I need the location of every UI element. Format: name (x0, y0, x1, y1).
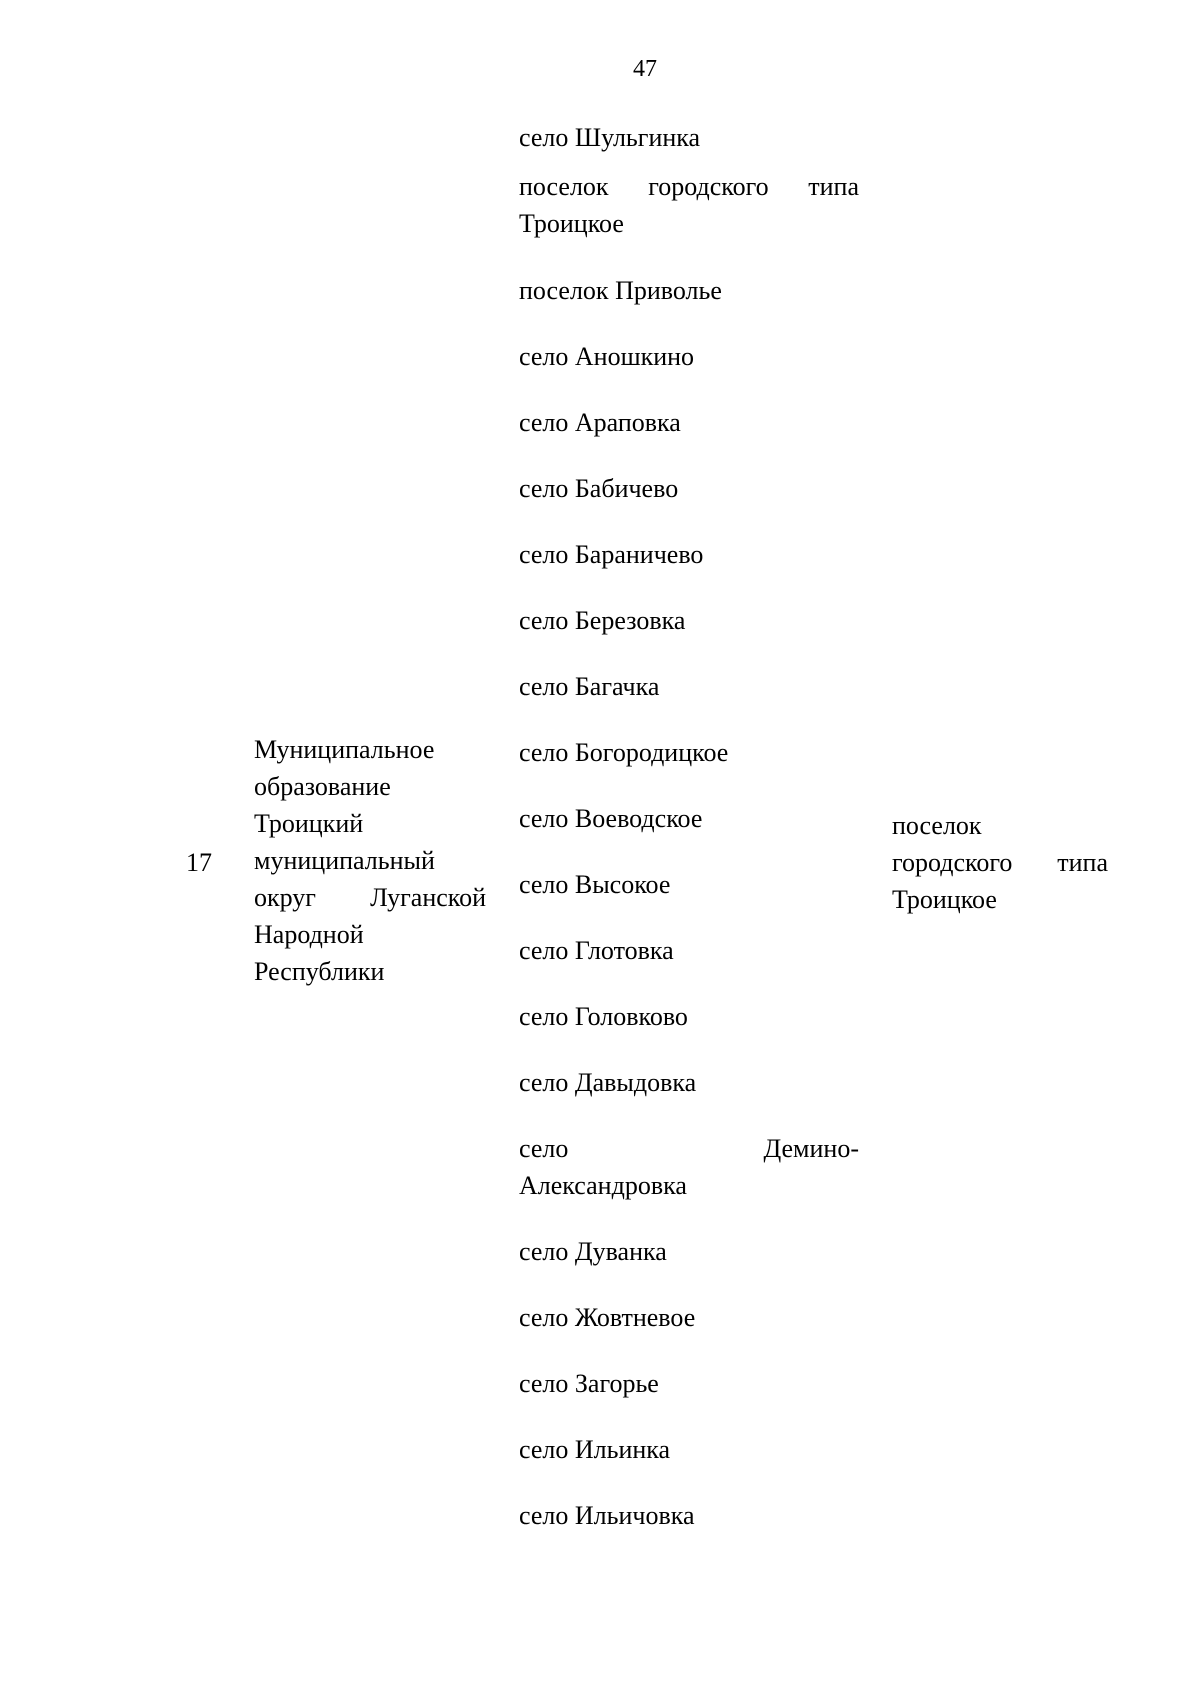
settlement-item (519, 1431, 859, 1468)
settlement-item (519, 338, 859, 375)
settlement-item (519, 1233, 859, 1270)
settlement-item (519, 998, 859, 1035)
settlement-item (519, 1064, 859, 1101)
settlement-text: село Аношкино (519, 342, 695, 371)
entity-line: округ Луганской (254, 883, 486, 912)
settlement-item (519, 668, 859, 705)
center-line: Троицкое (892, 885, 997, 914)
settlement-text: поселок Приволье (519, 276, 722, 305)
center-line: городского типа (892, 848, 1108, 877)
settlement-text: село Шульгинка (519, 123, 701, 152)
settlement-text: село Багачка (519, 672, 660, 701)
settlement-text: село Араповка (519, 408, 681, 437)
settlement-item (519, 536, 859, 573)
municipal-entity-name (254, 731, 486, 990)
settlement-item (519, 272, 859, 309)
settlement-item (519, 470, 859, 507)
settlement-text: село Бабичево (519, 474, 679, 503)
settlement-text: село Жовтневое (519, 1303, 696, 1332)
entity-line: муниципальный (254, 846, 435, 875)
settlement-item (519, 1130, 859, 1204)
settlement-text: село Ильинка (519, 1435, 671, 1464)
settlement-item (519, 119, 859, 156)
settlement-text: село Воеводское (519, 804, 703, 833)
settlement-text: село Демино- (519, 1134, 859, 1163)
settlement-item (519, 734, 859, 771)
entity-line: образование (254, 772, 391, 801)
settlement-text: село Высокое (519, 870, 671, 899)
center-line: поселок (892, 811, 982, 840)
administrative-center (892, 807, 1108, 918)
settlement-text: село Ильичовка (519, 1501, 695, 1530)
settlement-text: село Богородицкое (519, 738, 729, 767)
settlement-text: село Глотовка (519, 936, 674, 965)
page-number: 47 (633, 56, 657, 82)
settlement-text-continued: Александровка (519, 1171, 687, 1200)
settlement-item (519, 168, 859, 242)
entity-line: Народной (254, 920, 364, 949)
entity-line: Республики (254, 957, 385, 986)
settlement-item (519, 866, 859, 903)
entity-line: Муниципальное (254, 735, 435, 764)
settlement-text: село Давыдовка (519, 1068, 697, 1097)
entity-line: Троицкий (254, 809, 364, 838)
settlement-text-continued: Троицкое (519, 209, 624, 238)
settlement-item (519, 602, 859, 639)
row-number: 17 (186, 848, 212, 877)
settlement-text: поселок городского типа (519, 172, 859, 201)
settlement-item (519, 1497, 859, 1534)
settlement-text: село Дуванка (519, 1237, 667, 1266)
settlement-text: село Головково (519, 1002, 688, 1031)
settlement-item (519, 932, 859, 969)
settlement-item (519, 800, 859, 837)
settlement-text: село Загорье (519, 1369, 659, 1398)
settlement-text: село Бараничево (519, 540, 704, 569)
settlement-item (519, 404, 859, 441)
settlement-text: село Березовка (519, 606, 686, 635)
settlement-item (519, 1365, 859, 1402)
settlement-item (519, 1299, 859, 1336)
